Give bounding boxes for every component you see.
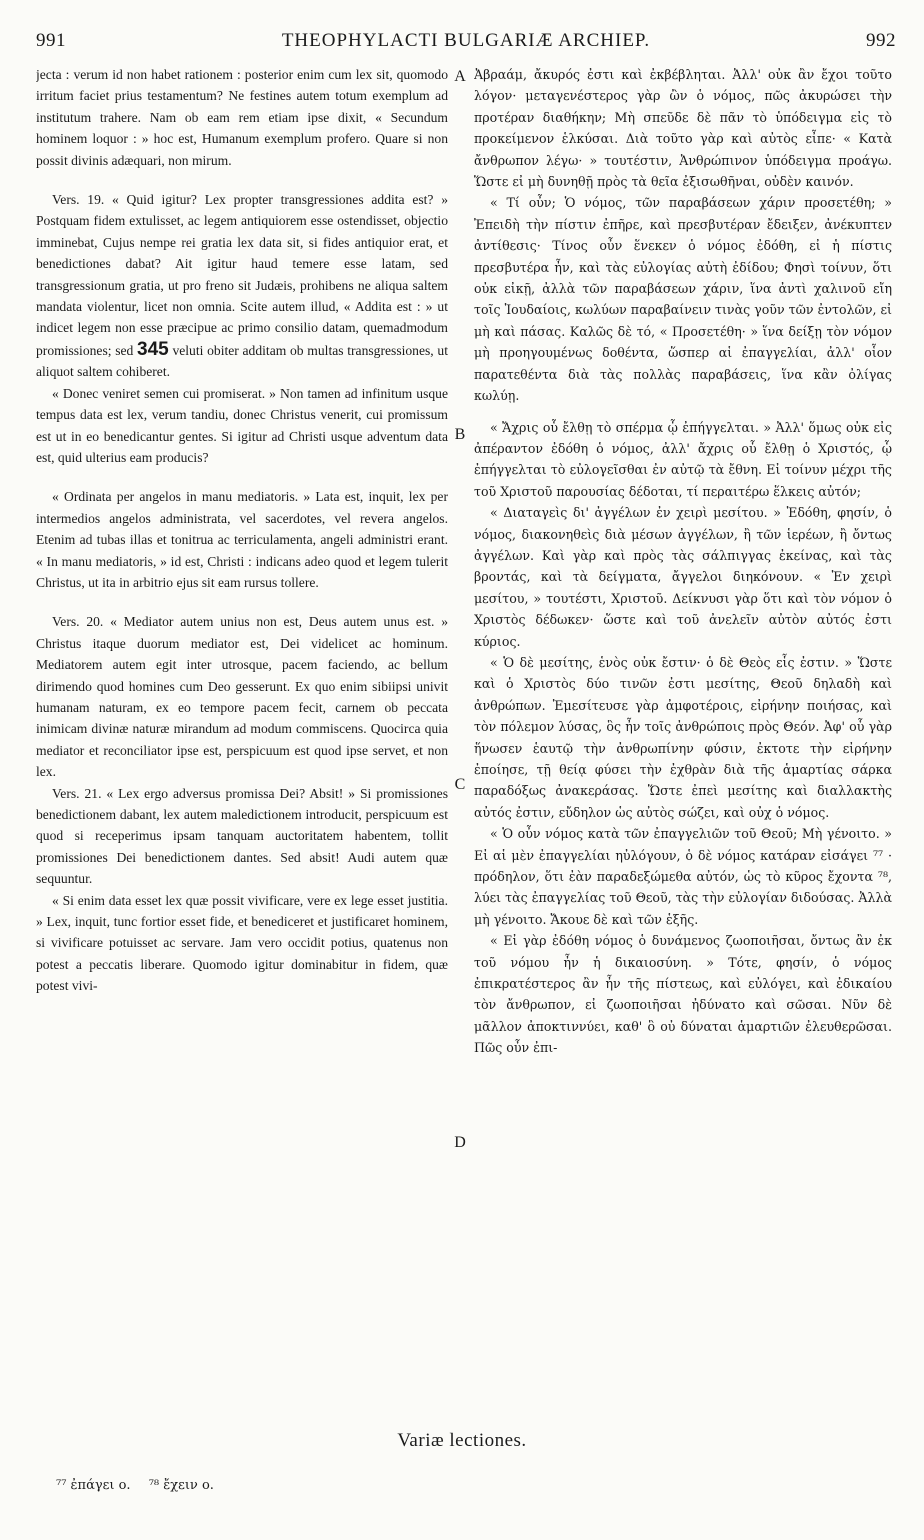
latin-paragraph <box>36 189 448 383</box>
latin-paragraph: « Ordinata per angelos in manu mediatoris. » Lata est, inquit, lex per intermedios angelos administrata, vel sacerdotes, vel revera angelos. Etenim ad tubas illas et tonitrua ac terriculamenta, angeli administri erant. « In manu mediatoris, » id est, Christi : indicans adeo quod et legem tulerit Christus, ut ita in arbitrio ejus sit eam rursus tollere. <box>36 489 448 590</box>
page-header <box>36 30 896 56</box>
latin-paragraph: jecta : verum id non habet rationem : posterior enim cum lex sit, quomodo irritum faciet prius testamentum? Ne festines autem totum exemplum ad institutum trahere. Nam ob eam rem etiam ipse dixit, « Secundum hominem loquor : » hoc est, Humanum exemplum profero. Quare si non possit divinis adæquari, non mirum. <box>36 67 448 168</box>
section-marker-b: B <box>454 426 466 443</box>
variae-lectiones-heading: Variæ lectiones. <box>397 1430 527 1451</box>
latin-column <box>36 64 448 1422</box>
latin-text: veluti obiter additam ob multas transgressiones, ut aliquot saltem cohiberet. <box>36 342 448 380</box>
greek-paragraph: Ἀβραάμ, ἄκυρός ἐστι καὶ ἐκβέβληται. Ἀλλ' οὐκ ἂν ἔχοι τοῦτο λόγον· μεταγενέστερος γὰρ ὢν ὁ νόμος, πῶς ἀκυρώσει τὴν προτέραν διαθήκην; Μὴ σπεῦδε δὲ πᾶν τὸ ὑπόδειγμα εἰς τὸ προκείμενον ἑλκύσαι. Διὰ τοῦτο γὰρ καὶ αὐτὸς εἶπε· « Κατὰ ἄνθρωπον λέγω· » τουτέστιν, Ἀνθρώπινον ὑπόδειγμα προάγω. Ὥστε εἰ μὴ δυνηθῇ πρὸς τὰ θεῖα ἐξισωθῆναι, οὐδὲν καινόν. <box>474 67 892 190</box>
greek-column <box>474 64 892 1422</box>
page-number-left: 991 <box>36 30 66 51</box>
greek-paragraph: « Διαταγεὶς δι' ἀγγέλων ἐν χειρὶ μεσίτου. » Ἐδόθη, φησίν, ὁ νόμος, διακονηθεὶς διὰ μέσων ἀγγέλων, ἢ τῶν ἱερέων, ἢ ὄντως ἀγγέλων. Καὶ γὰρ καὶ πρὸς τὰς σάλπιγγας ἐκείνας, καὶ τὰς βροντάς, καὶ τὰ δείγματα, ἄγγελοι διηκόνουν. « Ἐν χειρὶ μεσίτου, » τουτέστι, Χριστοῦ. Δείκνυσι γὰρ ὅτι καὶ τὸν νόμον ὁ Χριστὸς δέδωκεν· ὥστε καὶ τοῦ ἀνελεῖν αὐτὸν αὐτός ἐστι κύριος. <box>474 505 892 649</box>
section-marker-d: D <box>454 1134 466 1151</box>
footnote: ⁷⁸ ἔχειν ο. <box>148 1478 214 1493</box>
greek-paragraph: « Ὁ δὲ μεσίτης, ἑνὸς οὐκ ἔστιν· ὁ δὲ Θεὸς εἷς ἐστιν. » Ὥστε καὶ ὁ Χριστὸς δύο τινῶν ἐστι μεσίτης, Θεοῦ δηλαδὴ καὶ ἀνθρώπων. Ἐμεσίτευσε γὰρ ἀμφοτέροις, εἰρήνην ποιήσας, καὶ τὸν πόλεμον λύσας, ὃς ἦν τοῖς ἀνθρώποις πρὸς Θεόν. Ἀφ' οὗ γὰρ ἥνωσεν ἑαυτῷ τὴν ἀνθρωπίνην φύσιν, ἐκτοτε τὴν εἰρήνην ἐποίησε, τῇ θείᾳ φύσει τὴν ἐχθρὰν διὰ τῆς ἁμαρτίας σάρκα παραδόξως ἀνακεράσας. Ὥστε ἐπεὶ μεσίτης καὶ διαλλακτὴς αὐτός ἐστιν, εὔδηλον ὡς αὐτὸς σώζει, καὶ οὐχ ὁ νόμος. <box>474 654 892 820</box>
page-number-right: 992 <box>866 30 896 51</box>
section-marker-a: A <box>454 68 466 85</box>
greek-paragraph: « Τί οὖν; Ὁ νόμος, τῶν παραβάσεων χάριν προσετέθη; » Ἐπειδὴ τὴν πίστιν ἐπῆρε, καὶ πρεσβυτέραν ἔδειξεν, ἀνέκυπτεν ἀντίθεσις· Τίνος οὖν ἕνεκεν ὁ νόμος ἐδόθη, εἰ ἡ πίστις πρεσβυτέρα ἦν, καὶ τὰς εὐλογίας αὐτὴ ἐδίδου; Φησὶ τοίνυν, ὅτι οὐκ εἰκῇ, ἀλλὰ τῶν παραβάσεων χάριν, ἵνα ἀντὶ χαλινοῦ εἴη τοῖς Ἰουδαίοις, κωλύων παραβαίνειν τινὰς γοῦν τῶν ἐντολῶν, εἰ μὴ καὶ πάσας. Καλῶς δὲ τό, « Προσετέθη· » ἵνα δείξῃ τὸν νόμον μὴ προηγουμένως δοθέντα, ὥσπερ αἱ ἐπαγγελίαι, ἀλλ' οἷον παρατεθέντα διὰ τὰς πολλὰς παραβάσεις, ἵνα κἂν ὀλίγας κωλύῃ. <box>474 195 892 404</box>
latin-paragraph: « Donec veniret semen cui promiserat. » Non tamen ad infinitum usque tempus data est lex, verum tandiu, donec Christus venerit, cui promissum est ut in eo benedicantur gentes. Si igitur ad Christi usque adventum data est, quid ulterius eam producis? <box>36 385 448 465</box>
latin-paragraph: « Si enim data esset lex quæ possit vivificare, vere ex lege esset justitia. » Lex, inquit, tunc fortior esset fide, et benediceret et justificaret hominem, si vivificare potuisset ac servare. Jam vero occidit potius, quatenus non potest a peccatis liberare. Quomodo igitur dominabitur in fidem, quæ potest vivi- <box>36 892 448 994</box>
greek-paragraph: « Ἄχρις οὗ ἔλθῃ τὸ σπέρμα ᾧ ἐπήγγελται. » Ἀλλ' ὅμως οὐκ εἰς ἀπέραντον ἐδόθη ὁ νόμος, ἀλλ' ἄχρις οὗ ἔλθῃ ὁ Χριστός, ᾧ ἐπήγγελται τὸ εὐλογεῖσθαι ἐν αὐτῷ τὰ ἔθνη. Εἰ τοίνυν μέχρι τῆς τοῦ Χριστοῦ παρουσίας δέδοται, τί περαιτέρω ἕλκεις αὐτόν; <box>474 419 892 499</box>
inline-page-number: 345 <box>137 338 169 360</box>
greek-paragraph: « Ὁ οὖν νόμος κατὰ τῶν ἐπαγγελιῶν τοῦ Θεοῦ; Μὴ γένοιτο. » Εἰ αἱ μὲν ἐπαγγελίαι ηὐλόγουν, ὁ δὲ νόμος κατάραν εἰσάγει ⁷⁷ · πρόδηλον, ὅτι ἐὰν παραδεξώμεθα αὐτόν, ὡς τὸ κῦρος ἔχοντα ⁷⁸, λύει τὰς ἐπαγγελίας τοῦ Θεοῦ, τὰς τὴν εὐλογίαν διδούσας. Ἀλλὰ μὴ γένοιτο. Ἄκουε δὲ καὶ τῶν ἑξῆς. <box>474 826 892 927</box>
latin-text: Vers. 19. « Quid igitur? Lex propter transgressiones addita est? » Postquam fidem extulisset, ac legem antiquiorem esse ostendisset, objectio imminebat, Cujus nempe rei gratia lex data sit, si fides antiquior erat, et benedictiones dabat? Ait igitur haud temere esse latam, sed transgressionum gratia, ut pro freno sit Judæis, prohibens ne aliqua saltem mandata violentur, licet non omnia. Scite autem illud, « Addita est : » ut indicet legem non esse præcipue ac primo consilio datam, quemadmodum promissiones; sed <box>36 192 448 358</box>
greek-paragraph: « Εἰ γὰρ ἐδόθη νόμος ὁ δυνάμενος ζωοποιῆσαι, ὄντως ἂν ἐκ τοῦ νόμου ἦν ἡ δικαιοσύνη. » Τότε, φησίν, ὁ νόμος ἐπικρατέστερος ἂν ἦν τῆς πίστεως, καὶ εὐλόγει, καὶ ἐδικαίου τὸν ἄνθρωπον, εἰ ζωοποιῆσαι ἠδύνατο καὶ σῶσαι. Νῦν δὲ μᾶλλον ἀποκτιννύει, καθ' ὃ οὐ δύναται ἁμαρτιῶν ἐλευθερῶσαι. Πῶς οὖν ἐπι- <box>474 933 892 1056</box>
latin-paragraph: Vers. 20. « Mediator autem unius non est, Deus autem unus est. » Christus itaque duorum mediator est, Dei videlicet ac hominum. Mediatorem autem egit inter utrosque, pacem faciendo, ac bellum dirimendo quod homines cum Deo gesserunt. Ex quo enim sibiipsi univit humanam naturam, ex eo tempore pacem fecit, carnem ob peccata inimicam divinæ naturæ mirandum ad modum commiscens. Quocirca quia mediator et reconciliator ipse est, perspicuum est quod ipse servet, et non lex. <box>36 614 448 780</box>
running-title: THEOPHYLACTI BULGARIÆ ARCHIEP. <box>281 30 651 51</box>
latin-paragraph: Vers. 21. « Lex ergo adversus promissa Dei? Absit! » Si promissiones benedictionem dabant, lex autem maledictionem introducit, perspicuum est quod si receperimus ipsam tanquam auctoritatem habentem, tollit promissiones Dei benedictionem dantes. Sed absit! Audi autem quæ sequuntur. <box>36 785 448 887</box>
section-marker-c: C <box>454 776 466 793</box>
footnote: ⁷⁷ ἐπάγει ο. <box>56 1478 131 1493</box>
footnotes <box>56 1478 228 1493</box>
